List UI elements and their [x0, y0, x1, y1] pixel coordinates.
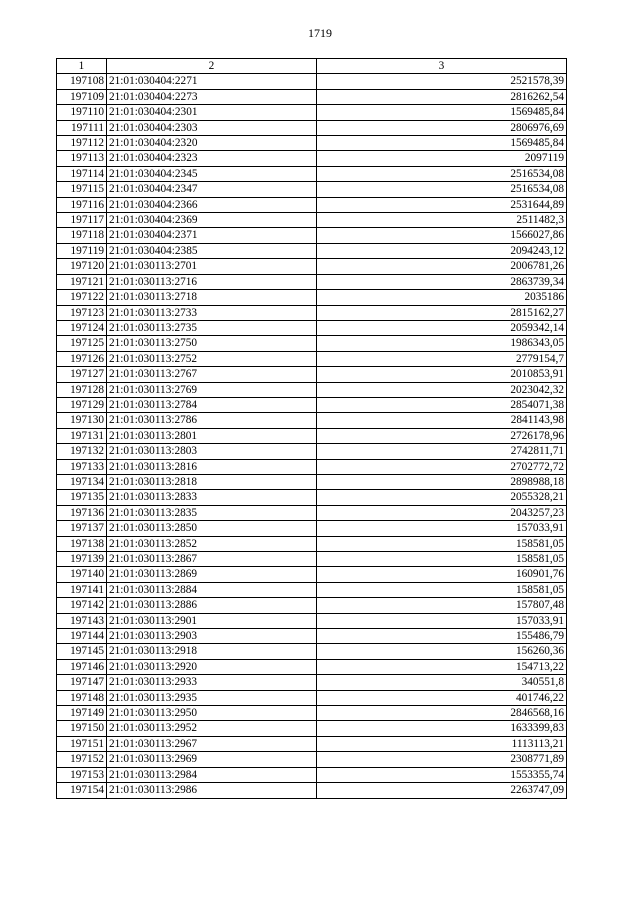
cadastral-number-cell: 21:01:030113:2986	[107, 783, 317, 798]
table-row	[57, 736, 567, 751]
cadastral-number-cell: 21:01:030404:2371	[107, 228, 317, 243]
table-row	[57, 552, 567, 567]
cadastral-value-cell: 2059342,14	[317, 320, 567, 335]
row-number-cell: 197141	[57, 582, 107, 597]
cadastral-value-cell: 2863739,34	[317, 274, 567, 289]
row-number-cell: 197119	[57, 243, 107, 258]
cadastral-value-cell: 154713,22	[317, 659, 567, 674]
table-body	[57, 74, 567, 798]
table-row	[57, 382, 567, 397]
cadastral-value-cell: 2023042,32	[317, 382, 567, 397]
cadastral-value-cell: 2516534,08	[317, 182, 567, 197]
cadastral-number-cell: 21:01:030113:2903	[107, 629, 317, 644]
row-number-cell: 197136	[57, 505, 107, 520]
cadastral-value-cell: 1569485,84	[317, 105, 567, 120]
cadastral-number-cell: 21:01:030404:2366	[107, 197, 317, 212]
row-number-cell: 197117	[57, 213, 107, 228]
table-row	[57, 197, 567, 212]
cadastral-value-cell: 2854071,38	[317, 397, 567, 412]
table-row	[57, 474, 567, 489]
table-row	[57, 721, 567, 736]
cadastral-value-cell: 1986343,05	[317, 336, 567, 351]
cadastral-number-cell: 21:01:030113:2969	[107, 752, 317, 767]
cadastral-number-cell: 21:01:030113:2818	[107, 474, 317, 489]
cadastral-value-cell: 158581,05	[317, 582, 567, 597]
table-row	[57, 397, 567, 412]
table-row	[57, 290, 567, 305]
cadastral-number-cell: 21:01:030404:2385	[107, 243, 317, 258]
row-number-cell: 197130	[57, 413, 107, 428]
table-row	[57, 644, 567, 659]
row-number-cell: 197128	[57, 382, 107, 397]
row-number-cell: 197142	[57, 598, 107, 613]
cadastral-value-cell: 2898988,18	[317, 474, 567, 489]
row-number-cell: 197108	[57, 74, 107, 89]
table-row	[57, 213, 567, 228]
cadastral-value-cell: 2779154,7	[317, 351, 567, 366]
cadastral-number-cell: 21:01:030113:2803	[107, 444, 317, 459]
cadastral-value-cell: 160901,76	[317, 567, 567, 582]
table-row	[57, 536, 567, 551]
cadastral-value-cell: 155486,79	[317, 629, 567, 644]
cadastral-number-cell: 21:01:030113:2750	[107, 336, 317, 351]
cadastral-value-cell: 2094243,12	[317, 243, 567, 258]
row-number-cell: 197153	[57, 767, 107, 782]
table-row	[57, 783, 567, 798]
row-number-cell: 197114	[57, 166, 107, 181]
cadastral-value-cell: 2702772,72	[317, 459, 567, 474]
table-row	[57, 89, 567, 104]
table-row	[57, 505, 567, 520]
cadastral-value-cell: 2816262,54	[317, 89, 567, 104]
cadastral-number-cell: 21:01:030404:2271	[107, 74, 317, 89]
table-row	[57, 567, 567, 582]
row-number-cell: 197140	[57, 567, 107, 582]
cadastral-value-cell: 2846568,16	[317, 706, 567, 721]
row-number-cell: 197145	[57, 644, 107, 659]
cadastral-number-cell: 21:01:030404:2369	[107, 213, 317, 228]
cadastral-number-cell: 21:01:030404:2323	[107, 151, 317, 166]
cadastral-value-cell: 2516534,08	[317, 166, 567, 181]
cadastral-number-cell: 21:01:030113:2716	[107, 274, 317, 289]
row-number-cell: 197131	[57, 428, 107, 443]
cadastral-number-cell: 21:01:030113:2950	[107, 706, 317, 721]
cadastral-value-cell: 2521578,39	[317, 74, 567, 89]
cadastral-number-cell: 21:01:030113:2918	[107, 644, 317, 659]
cadastral-value-cell: 2263747,09	[317, 783, 567, 798]
row-number-cell: 197110	[57, 105, 107, 120]
cadastral-number-cell: 21:01:030113:2786	[107, 413, 317, 428]
cadastral-number-cell: 21:01:030404:2347	[107, 182, 317, 197]
column-header-3: 3	[317, 59, 567, 74]
cadastral-number-cell: 21:01:030113:2852	[107, 536, 317, 551]
cadastral-number-cell: 21:01:030113:2984	[107, 767, 317, 782]
row-number-cell: 197121	[57, 274, 107, 289]
row-number-cell: 197120	[57, 259, 107, 274]
table-row	[57, 136, 567, 151]
cadastral-number-cell: 21:01:030113:2835	[107, 505, 317, 520]
table-row	[57, 228, 567, 243]
row-number-cell: 197134	[57, 474, 107, 489]
table-row	[57, 613, 567, 628]
table-row	[57, 629, 567, 644]
table-row	[57, 582, 567, 597]
row-number-cell: 197135	[57, 490, 107, 505]
row-number-cell: 197118	[57, 228, 107, 243]
cadastral-number-cell: 21:01:030113:2884	[107, 582, 317, 597]
row-number-cell: 197137	[57, 521, 107, 536]
cadastral-value-cell: 2097119	[317, 151, 567, 166]
table-header-row	[57, 59, 567, 74]
table-row	[57, 428, 567, 443]
table-row	[57, 274, 567, 289]
table-row	[57, 367, 567, 382]
row-number-cell: 197154	[57, 783, 107, 798]
table-row	[57, 459, 567, 474]
table-row	[57, 490, 567, 505]
row-number-cell: 197138	[57, 536, 107, 551]
row-number-cell: 197144	[57, 629, 107, 644]
table-row	[57, 105, 567, 120]
cadastral-number-cell: 21:01:030113:2718	[107, 290, 317, 305]
column-header-1: 1	[57, 59, 107, 74]
cadastral-value-cell: 2726178,96	[317, 428, 567, 443]
row-number-cell: 197149	[57, 706, 107, 721]
cadastral-value-cell: 401746,22	[317, 690, 567, 705]
row-number-cell: 197109	[57, 89, 107, 104]
cadastral-value-cell: 1113113,21	[317, 736, 567, 751]
table-row	[57, 166, 567, 181]
cadastral-value-cell: 158581,05	[317, 552, 567, 567]
cadastral-value-cell: 157807,48	[317, 598, 567, 613]
table-row	[57, 151, 567, 166]
row-number-cell: 197146	[57, 659, 107, 674]
row-number-cell: 197147	[57, 675, 107, 690]
page-number: 1719	[308, 26, 332, 40]
row-number-cell: 197116	[57, 197, 107, 212]
cadastral-number-cell: 21:01:030113:2967	[107, 736, 317, 751]
table-row	[57, 336, 567, 351]
table-row	[57, 752, 567, 767]
row-number-cell: 197129	[57, 397, 107, 412]
cadastral-value-cell: 2308771,89	[317, 752, 567, 767]
cadastral-number-cell: 21:01:030113:2933	[107, 675, 317, 690]
cadastral-value-cell: 1633399,83	[317, 721, 567, 736]
cadastral-number-cell: 21:01:030113:2869	[107, 567, 317, 582]
table-row	[57, 444, 567, 459]
cadastral-number-cell: 21:01:030113:2701	[107, 259, 317, 274]
cadastral-value-cell: 158581,05	[317, 536, 567, 551]
table-row	[57, 659, 567, 674]
cadastral-number-cell: 21:01:030113:2769	[107, 382, 317, 397]
cadastral-value-cell: 2841143,98	[317, 413, 567, 428]
cadastral-value-cell: 2035186	[317, 290, 567, 305]
cadastral-value-cell: 2806976,69	[317, 120, 567, 135]
row-number-cell: 197122	[57, 290, 107, 305]
table-row	[57, 413, 567, 428]
cadastral-number-cell: 21:01:030404:2303	[107, 120, 317, 135]
table-row	[57, 259, 567, 274]
table-row	[57, 351, 567, 366]
cadastral-number-cell: 21:01:030113:2733	[107, 305, 317, 320]
table-row	[57, 598, 567, 613]
row-number-cell: 197151	[57, 736, 107, 751]
row-number-cell: 197127	[57, 367, 107, 382]
row-number-cell: 197113	[57, 151, 107, 166]
cadastral-number-cell: 21:01:030113:2850	[107, 521, 317, 536]
cadastral-value-cell: 340551,8	[317, 675, 567, 690]
cadastral-number-cell: 21:01:030113:2752	[107, 351, 317, 366]
cadastral-number-cell: 21:01:030404:2320	[107, 136, 317, 151]
row-number-cell: 197124	[57, 320, 107, 335]
cadastral-number-cell: 21:01:030113:2952	[107, 721, 317, 736]
table-row	[57, 675, 567, 690]
cadastral-value-cell: 2043257,23	[317, 505, 567, 520]
cadastral-value-cell: 2006781,26	[317, 259, 567, 274]
cadastral-number-cell: 21:01:030113:2735	[107, 320, 317, 335]
table-row	[57, 320, 567, 335]
row-number-cell: 197125	[57, 336, 107, 351]
row-number-cell: 197126	[57, 351, 107, 366]
cadastral-value-cell: 2742811,71	[317, 444, 567, 459]
cadastral-number-cell: 21:01:030113:2784	[107, 397, 317, 412]
cadastral-number-cell: 21:01:030113:2833	[107, 490, 317, 505]
cadastral-number-cell: 21:01:030404:2345	[107, 166, 317, 181]
cadastral-number-cell: 21:01:030113:2867	[107, 552, 317, 567]
table-row	[57, 521, 567, 536]
cadastral-value-table	[56, 58, 567, 799]
table-row	[57, 182, 567, 197]
table-row	[57, 120, 567, 135]
cadastral-number-cell: 21:01:030113:2920	[107, 659, 317, 674]
row-number-cell: 197112	[57, 136, 107, 151]
row-number-cell: 197143	[57, 613, 107, 628]
row-number-cell: 197111	[57, 120, 107, 135]
cadastral-number-cell: 21:01:030113:2816	[107, 459, 317, 474]
row-number-cell: 197152	[57, 752, 107, 767]
cadastral-value-cell: 1553355,74	[317, 767, 567, 782]
cadastral-number-cell: 21:01:030113:2767	[107, 367, 317, 382]
cadastral-value-cell: 1569485,84	[317, 136, 567, 151]
table-row	[57, 305, 567, 320]
row-number-cell: 197115	[57, 182, 107, 197]
column-header-2: 2	[107, 59, 317, 74]
row-number-cell: 197150	[57, 721, 107, 736]
row-number-cell: 197123	[57, 305, 107, 320]
row-number-cell: 197148	[57, 690, 107, 705]
cadastral-value-cell: 157033,91	[317, 613, 567, 628]
table-row	[57, 706, 567, 721]
cadastral-number-cell: 21:01:030113:2801	[107, 428, 317, 443]
cadastral-value-cell: 2531644,89	[317, 197, 567, 212]
cadastral-value-cell: 156260,36	[317, 644, 567, 659]
cadastral-value-cell: 2815162,27	[317, 305, 567, 320]
table-row	[57, 690, 567, 705]
row-number-cell: 197132	[57, 444, 107, 459]
row-number-cell: 197139	[57, 552, 107, 567]
cadastral-value-cell: 157033,91	[317, 521, 567, 536]
row-number-cell: 197133	[57, 459, 107, 474]
table-row	[57, 74, 567, 89]
table-row	[57, 767, 567, 782]
cadastral-value-cell: 2010853,91	[317, 367, 567, 382]
cadastral-value-cell: 2055328,21	[317, 490, 567, 505]
cadastral-number-cell: 21:01:030113:2935	[107, 690, 317, 705]
cadastral-number-cell: 21:01:030404:2273	[107, 89, 317, 104]
cadastral-value-cell: 2511482,3	[317, 213, 567, 228]
cadastral-number-cell: 21:01:030113:2886	[107, 598, 317, 613]
cadastral-number-cell: 21:01:030404:2301	[107, 105, 317, 120]
cadastral-number-cell: 21:01:030113:2901	[107, 613, 317, 628]
table-row	[57, 243, 567, 258]
cadastral-value-cell: 1566027,86	[317, 228, 567, 243]
